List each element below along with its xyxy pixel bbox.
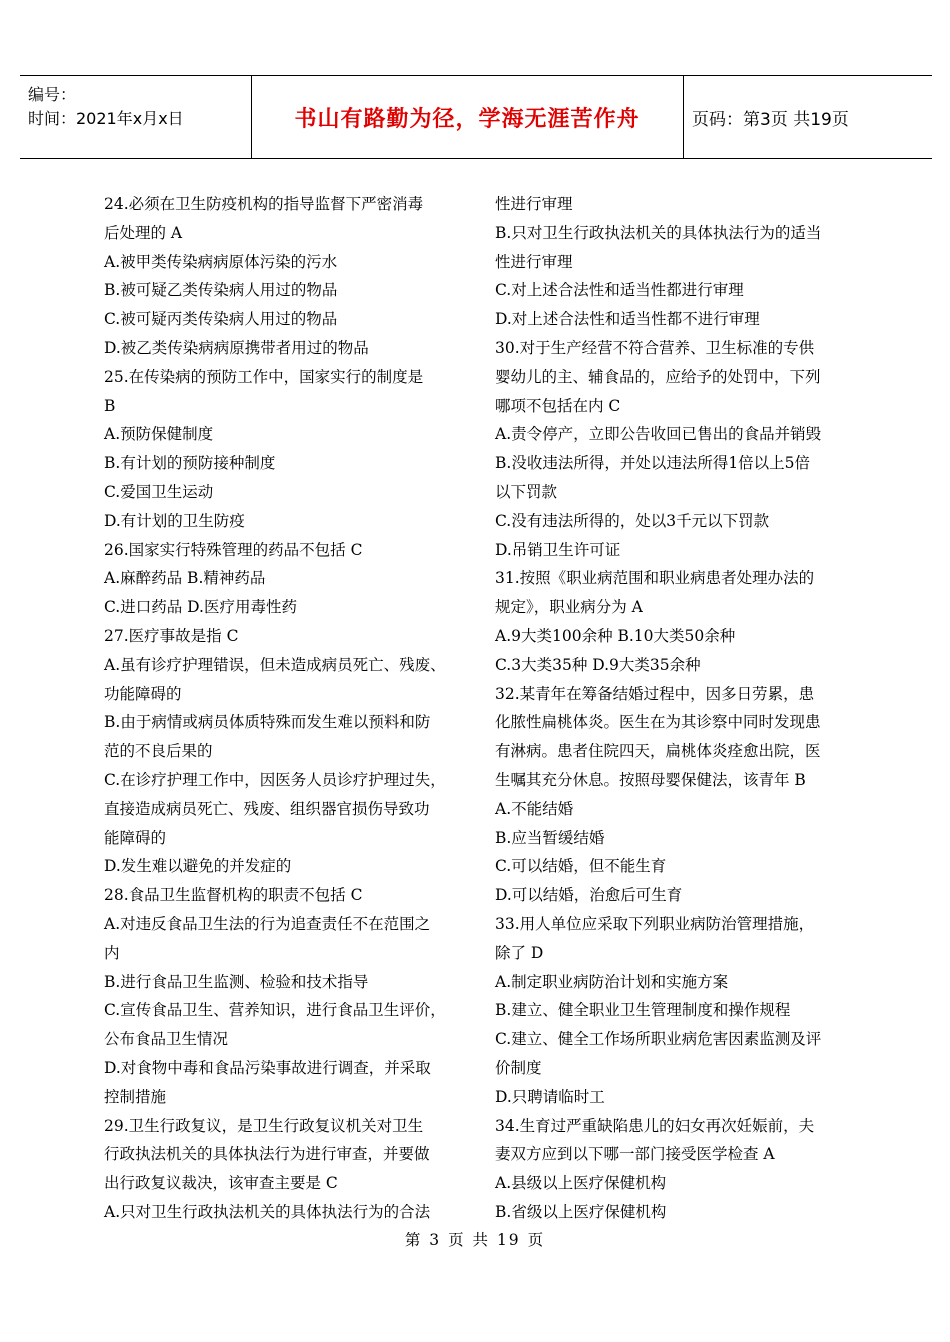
text-line: A.只对卫生行政执法机关的具体执法行为的合法 (104, 1202, 431, 1221)
text-line: 除了 D (495, 943, 544, 962)
text-line: 性进行审理 (495, 195, 573, 213)
text-line: B.进行食品卫生监测、检验和技术指导 (104, 972, 369, 991)
text-line: C.在诊疗护理工作中，因医务人员诊疗护理过失， (104, 770, 446, 789)
text-line: 哪项不包括在内 C (495, 396, 621, 415)
text-line: C.对上述合法性和适当性都进行审理 (495, 281, 744, 300)
text-line: B.应当暂缓结婚 (495, 828, 605, 847)
text-line: 25.在传染病的预防工作中，国家实行的制度是 (104, 367, 424, 386)
text-line: 出行政复议裁决，该审查主要是 C (104, 1174, 338, 1193)
text-line: 32.某青年在筹备结婚过程中，因多日劳累，患 (495, 684, 815, 703)
text-line: 有淋病。患者住院四天，扁桃体炎痊愈出院，医 (495, 742, 821, 761)
text-line: 24.必须在卫生防疫机构的指导监督下严密消毒 (104, 195, 424, 213)
text-line: A.被甲类传染病病原体污染的污水 (104, 252, 338, 271)
text-line: A.县级以上医疗保健机构 (495, 1174, 667, 1193)
text-line: C.可以结婚，但不能生育 (495, 857, 667, 876)
text-line: D.有计划的卫生防疫 (104, 511, 245, 530)
text-line: B.只对卫生行政执法机关的具体执法行为的适当 (495, 223, 822, 242)
text-line: B.有计划的预防接种制度 (104, 454, 276, 473)
text-line: 29.卫生行政复议，是卫生行政复议机关对卫生 (104, 1116, 424, 1135)
header-motto: 书山有路勤为径，学海无涯苦作舟 (294, 106, 640, 132)
text-line: C.被可疑丙类传染病人用过的物品 (104, 310, 338, 329)
text-line: D.被乙类传染病病原携带者用过的物品 (104, 338, 369, 357)
header-page-code: 页码：第3页 共19页 (692, 109, 849, 130)
text-line: C.没有违法所得的，处以3千元以下罚款 (495, 511, 770, 530)
text-line: 规定》，职业病分为 A (495, 598, 643, 617)
text-line: D.只聘请临时工 (495, 1087, 605, 1106)
text-line: 以下罚款 (495, 482, 558, 501)
text-line: A.虽有诊疗护理错误，但未造成病员死亡、残废、 (104, 655, 446, 674)
text-line: 30.对于生产经营不符合营养、卫生标准的专供 (495, 338, 815, 357)
text-line: D.吊销卫生许可证 (495, 540, 621, 559)
text-line: 化脓性扁桃体炎。医生在为其诊察中同时发现患 (495, 713, 821, 732)
text-line: B.没收违法所得，并处以违法所得1倍以上5倍 (495, 454, 811, 473)
text-line: 行政执法机关的具体执法行为进行审查，并要做 (104, 1145, 430, 1164)
text-line: B (104, 396, 116, 415)
text-line: B.建立、健全职业卫生管理制度和操作规程 (495, 1001, 791, 1020)
right-text-column (495, 190, 857, 1227)
text-line: D.对上述合法性和适当性都不进行审理 (495, 310, 760, 329)
text-line: C.进口药品 D.医疗用毒性药 (104, 598, 297, 617)
text-line: B.省级以上医疗保健机构 (495, 1202, 667, 1221)
text-line: A.9大类100余种 B.10大类50余种 (495, 626, 736, 645)
text-line: 控制措施 (104, 1087, 167, 1106)
text-line: 公布食品卫生情况 (104, 1030, 229, 1049)
text-line: 妻双方应到以下哪一部门接受医学检查 A (495, 1145, 775, 1164)
text-line: A.对违反食品卫生法的行为追查责任不在范围之 (104, 914, 431, 933)
text-line: 价制度 (495, 1058, 542, 1077)
text-line: 功能障碍的 (104, 684, 182, 703)
text-line: 33.用人单位应采取下列职业病防治管理措施， (495, 914, 815, 933)
text-line: 性进行审理 (495, 252, 573, 271)
text-line: D.发生难以避免的并发症的 (104, 857, 292, 876)
text-line: D.对食物中毒和食品污染事故进行调查，并采取 (104, 1058, 431, 1077)
text-line: 34.生育过严重缺陷患儿的妇女再次妊娠前，夫 (495, 1116, 815, 1135)
text-line: 31.按照《职业病范围和职业病患者处理办法的 (495, 569, 815, 588)
text-line: 内 (104, 943, 120, 962)
text-line: 直接造成病员死亡、残废、组织器官损伤导致功 (104, 799, 430, 818)
text-line: A.责令停产，立即公告收回已售出的食品并销毁 (495, 425, 822, 444)
text-line: A.不能结婚 (495, 799, 574, 818)
text-line: 28.食品卫生监督机构的职责不包括 C (104, 886, 363, 905)
text-line: 范的不良后果的 (104, 742, 213, 761)
text-line: 27.医疗事故是指 C (104, 626, 239, 645)
text-line: B.被可疑乙类传染病人用过的物品 (104, 281, 338, 300)
header-motto-cell (251, 76, 684, 158)
text-line: 婴幼儿的主、辅食品的，应给予的处罚中，下列 (495, 367, 821, 386)
document-header (20, 75, 932, 159)
document-number-label: 编号： (28, 85, 77, 104)
text-line: B.由于病情或病员体质特殊而发生难以预料和防 (104, 713, 431, 732)
text-line: 生嘱其充分休息。按照母婴保健法，该青年 B (495, 770, 806, 789)
text-line: A.制定职业病防治计划和实施方案 (495, 972, 729, 991)
document-time-label: 时间：2021年x月x日 (28, 109, 184, 128)
text-line: C.爱国卫生运动 (104, 482, 214, 501)
text-line: A.预防保健制度 (104, 425, 214, 444)
text-line: 26.国家实行特殊管理的药品不包括 C (104, 540, 363, 559)
text-line: D.可以结婚，治愈后可生育 (495, 886, 683, 905)
text-line: C.宣传食品卫生、营养知识，进行食品卫生评价， (104, 1001, 446, 1020)
text-line: A.麻醉药品 B.精神药品 (104, 569, 266, 588)
text-line: C.建立、健全工作场所职业病危害因素监测及评 (495, 1030, 822, 1049)
text-line: C.3大类35种 D.9大类35余种 (495, 655, 701, 674)
left-text-column (104, 190, 466, 1227)
page-footer: 第 3 页 共 19 页 (404, 1231, 546, 1249)
text-line: 能障碍的 (104, 828, 167, 847)
text-line: 后处理的 A (104, 223, 183, 242)
header-meta-cell (20, 76, 252, 158)
